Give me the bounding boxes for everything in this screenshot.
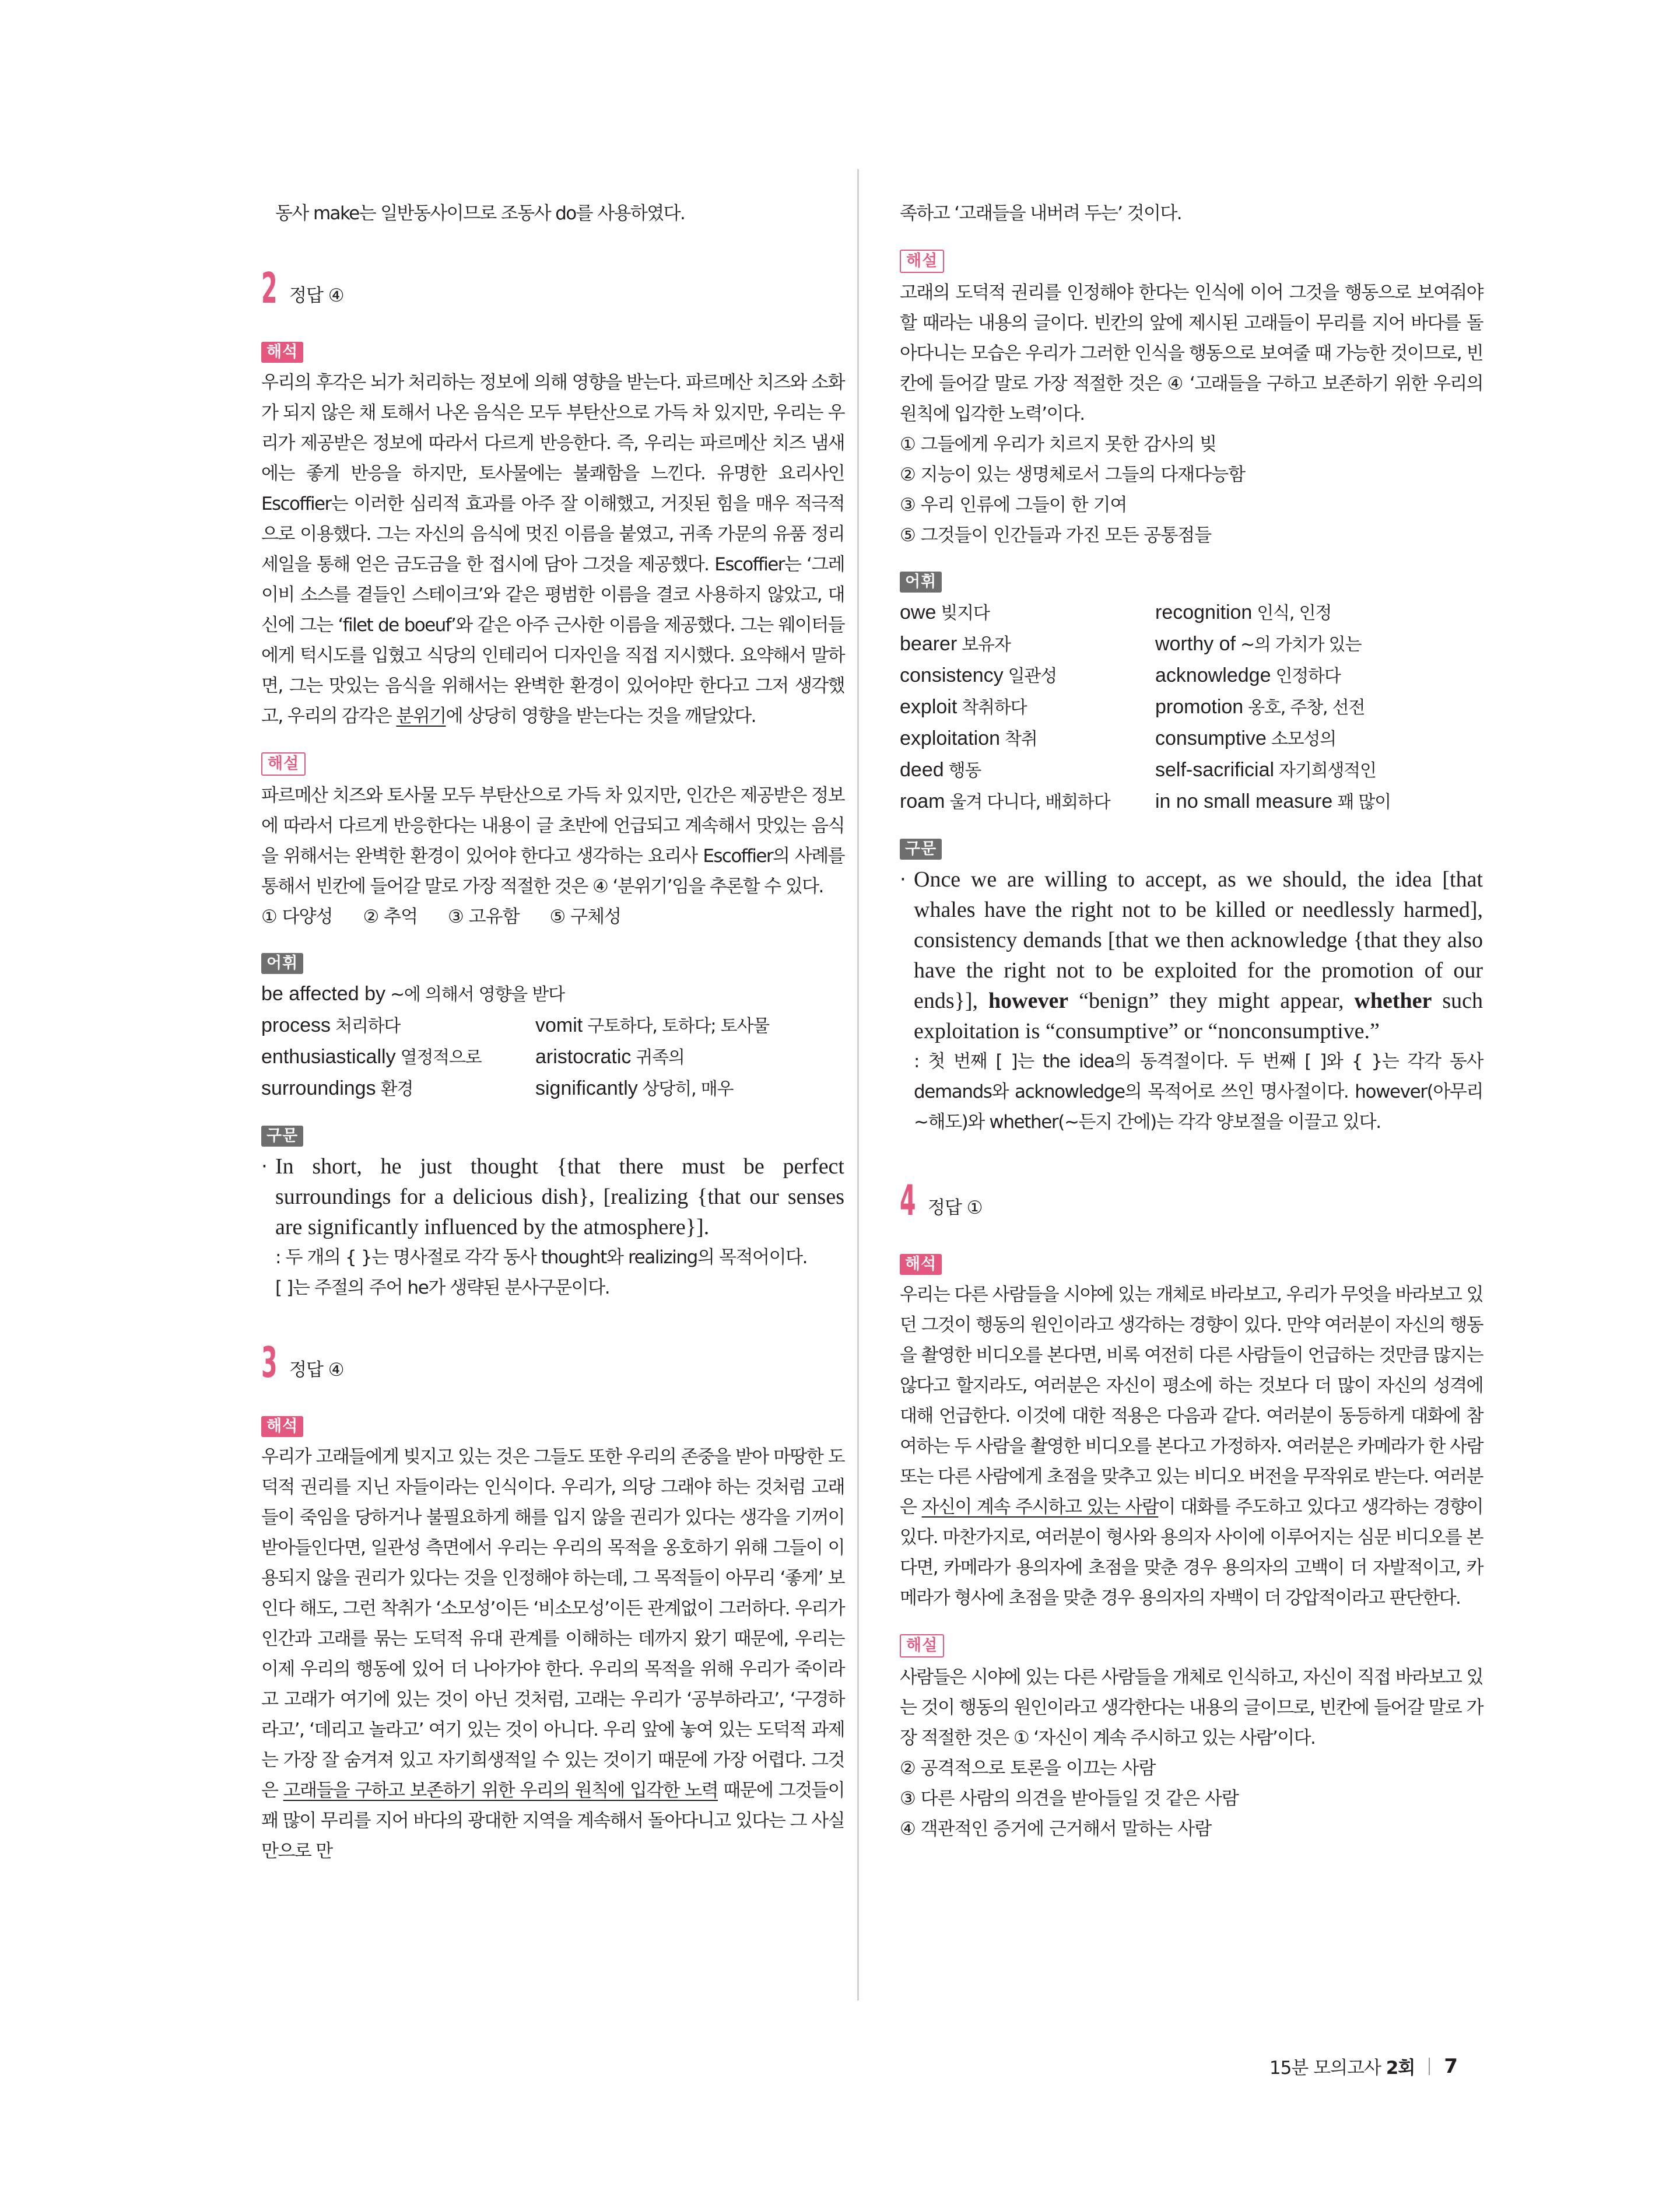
translation-tag: 해석 [261, 1416, 303, 1437]
bullet-mark: · [900, 868, 906, 891]
footer-separator [1429, 2058, 1430, 2075]
translation-tag: 해석 [261, 342, 303, 363]
vocab-item: in no small measure 꽤 많이 [1155, 790, 1391, 812]
syntax-sentence: Once we are willing to accept, as we should, the idea [that whales have the right not to be killed or needlessly harmed], consistency demands [that we then acknowledge {that they also have the right not to be exploited for the promotion of our ends}], however “benign” they might appear, whether such exploitation is “consumptive” or “nonconsumptive.” [914, 867, 1483, 1043]
right-column [900, 198, 1483, 1844]
vocab-item: enthusiastically 열정적으로 [261, 1046, 482, 1068]
translation-tag: 해석 [900, 1254, 942, 1275]
option-item: ③ 다른 사람의 의견을 받아들일 것 같은 사람 [900, 1788, 1239, 1809]
option-item: ⑤ 그것들이 인간들과 가진 모든 공통점들 [900, 525, 1212, 546]
answer-label: 정답 ① [928, 1197, 983, 1218]
page-number: 7 [1444, 2054, 1457, 2078]
question-3-continued [900, 198, 1483, 1137]
series-name: 15분 모의고사 [1269, 2058, 1381, 2079]
intro-note: 동사 make는 일반동사이므로 조동사 do를 사용하였다. [275, 203, 685, 224]
explanation-tag: 해설 [900, 1634, 944, 1658]
translation-text: 우리는 다른 사람들을 시야에 있는 개체로 바라보고, 우리가 무엇을 바라보고 있던 그것이 행동의 원인이라고 생각하는 경향이 있다. 만약 여러분이 자신의 행동을 촬영한 비디오를 본다면, 비록 여전히 다른 사람들이 언급하는 것만큼 많지는 않다고 할지라도, 여러분은 자신이 평소에 하는 것보다 더 많이 자신의 성격에 대해 언급한다. 이것에 대한 적용은 다음과 같다. 여러분이 동등하게 대화에 참여하는 두 사람을 촬영한 비디오를 본다고 가정하자. 여러분은 카메라가 한 사람 또는 다른 사람에게 초점을 맞추고 있는 비디오 버전을 무작위로 받는다. 여러분은 자신이 계속 주시하고 있는 사람이 대화를 주도하고 있다고 생각하는 경향이 있다. 마찬가지로, 여러분이 형사와 용의자 사이에 이루어지는 심문 비디오를 본다면, 카메라가 용의자에 초점을 맞춘 경우 용의자의 고백이 더 자발적이고, 카메라가 형사에 초점을 맞춘 경우 용의자의 자백이 더 강압적이라고 판단한다. [900, 1284, 1483, 1609]
syntax-block [900, 864, 1483, 1137]
vocab-tag: 어휘 [900, 572, 942, 593]
question-3-header [261, 1338, 844, 1387]
vocab-item: exploit 착취하다 [900, 696, 1027, 718]
vocab-item: deed 행동 [900, 759, 981, 781]
bold-keyword: however [988, 989, 1069, 1013]
vocab-item: acknowledge 인정하다 [1155, 664, 1341, 686]
vocab-item: be affected by ~에 의해서 영향을 받다 [261, 983, 564, 1005]
vocab-item: surroundings 환경 [261, 1077, 413, 1099]
syntax-note: : 첫 번째 [ ]는 the idea의 동격절이다. 두 번째 [ ]와 { }는 각각 동사 demands와 acknowledge의 목적어로 쓰인 명사절이다. however(아무리 ~해도)와 whether(~든지 간에)는 각각 양보절을 이끌고 있다. [914, 1051, 1483, 1133]
syntax-tag: 구문 [900, 839, 942, 860]
question-number: 4 [900, 1176, 916, 1225]
vocab-item: consistency 일관성 [900, 664, 1057, 686]
vocab-item: owe 빚지다 [900, 601, 990, 623]
syntax-note: : 두 개의 { }는 명사절로 각각 동사 thought와 realizing의 목적어이다. [275, 1247, 808, 1268]
option-item: ③ 우리 인류에 그들이 한 기여 [900, 495, 1127, 516]
vocab-item: recognition 인식, 인정 [1155, 601, 1332, 623]
vocab-item: vomit 구토하다, 토하다; 토사물 [535, 1014, 769, 1036]
explanation-text: 파르메산 치즈와 토사물 모두 부탄산으로 가득 차 있지만, 인간은 제공받은 정보에 따라서 다르게 반응한다는 내용이 글 초반에 언급되고 계속해서 맛있는 음식을 위해서는 완벽한 환경이 있어야 한다고 생각하는 요리사 Escoffier의 사례를 통해서 빈칸에 들어갈 말로 가장 적절한 것은 ④ ‘분위기’임을 추론할 수 있다. [261, 785, 844, 897]
question-4-header [900, 1176, 1483, 1225]
question-number: 3 [261, 1338, 278, 1387]
blank-underline: 자신이 계속 주시하고 있는 사람 [921, 1497, 1159, 1518]
explanation-tag: 해설 [900, 250, 944, 273]
option-item: ① 그들에게 우리가 치르지 못한 감사의 빚 [900, 434, 1217, 455]
bold-keyword: whether [1354, 989, 1432, 1013]
question-3-section [261, 1338, 844, 1866]
vocab-item: exploitation 착취 [900, 727, 1037, 749]
answer-label: 정답 ④ [289, 285, 344, 306]
question-2-header [261, 264, 844, 313]
left-column [261, 198, 844, 1866]
option-item: ④ 객관적인 증거에 근거해서 말하는 사람 [900, 1818, 1212, 1839]
syntax-note: [ ]는 주절의 주어 he가 생략된 분사구문이다. [275, 1277, 610, 1298]
question-2-section [261, 264, 844, 1303]
syntax-sentence: In short, he just thought {that there must be perfect surroundings for a delicious dish}, [realizing {that our senses are significantly influenced by the atmosphere}]. [275, 1154, 844, 1239]
vocab-item: promotion 옹호, 주창, 선전 [1155, 696, 1365, 718]
explanation-tag: 해설 [261, 752, 306, 776]
choice-item: ② 추억 [363, 906, 418, 927]
vocab-item: significantly 상당히, 매우 [535, 1077, 734, 1099]
choice-item: ① 다양성 [261, 906, 333, 927]
translation-text: 우리의 후각은 뇌가 처리하는 정보에 의해 영향을 받는다. 파르메산 치즈와 소화가 되지 않은 채 토해서 나온 음식은 모두 부탄산으로 가득 차 있지만, 우리는 우리가 제공받은 정보에 따라서 다르게 반응한다. 즉, 우리는 파르메산 치즈 냄새에는 좋게 반응을 하지만, 토사물에는 불쾌함을 느낀다. 유명한 요리사인 Escoffier는 이러한 심리적 효과를 아주 잘 이해했고, 거짓된 힘을 매우 적극적으로 이용했다. 그는 자신의 음식에 멋진 이름을 붙였고, 귀족 가문의 유품 정리 세일을 통해 얻은 금도금을 한 접시에 담아 그것을 제공했다. Escoffier는 ‘그레이비 소스를 곁들인 스테이크’와 같은 평범한 이름을 결코 사용하지 않았고, 대신에 그는 ‘filet de boeuf’와 같은 아주 근사한 이름을 제공했다. 그는 웨이터들에게 턱시도를 입혔고 식당의 인테리어 디자인을 직접 지시했다. 요약해서 말하면, 그는 맛있는 음식을 위해서는 완벽한 환경이 있어야만 한다고 그저 생각했고, 우리의 감각은 분위기에 상당히 영향을 받는다는 것을 깨달았다. [261, 372, 844, 727]
answer-label: 정답 ④ [289, 1359, 344, 1380]
syntax-tag: 구문 [261, 1126, 303, 1147]
vocab-item: worthy of ~의 가치가 있는 [1155, 633, 1362, 655]
question-4-section [900, 1176, 1483, 1844]
option-item: ② 지능이 있는 생명체로서 그들의 다재다능함 [900, 464, 1246, 485]
syntax-block [261, 1151, 844, 1303]
vocab-list [900, 597, 1483, 818]
choice-list [261, 902, 844, 932]
vocab-item: bearer 보유자 [900, 633, 1011, 655]
vocab-item: consumptive 소모성의 [1155, 727, 1336, 749]
question-number: 2 [261, 264, 278, 313]
vocab-item: aristocratic 귀족의 [535, 1046, 685, 1068]
vocab-list [261, 979, 844, 1105]
choice-item: ③ 고유함 [448, 906, 520, 927]
option-item: ② 공격적으로 토론을 이끄는 사람 [900, 1758, 1156, 1779]
blank-underline: 분위기 [396, 706, 446, 727]
translation-text: 우리가 고래들에게 빚지고 있는 것은 그들도 또한 우리의 존중을 받아 마땅한 도덕적 권리를 지닌 자들이라는 인식이다. 우리가, 의당 그래야 하는 것처럼 고래들이 죽임을 당하거나 불필요하게 해를 입지 않을 권리가 있다는 생각을 기꺼이 받아들인다면, 일관성 측면에서 우리는 우리의 목적을 옹호하기 위해 그들이 이용되지 않을 권리가 있다는 것을 인정해야 하는데, 그 목적들이 아무리 ‘좋게’ 보인다 해도, 그런 착취가 ‘소모성’이든 ‘비소모성’이든 관계없이 그러하다. 우리가 인간과 고래를 묶는 도덕적 유대 관계를 이해하는 데까지 왔기 때문에, 우리는 이제 우리의 행동에 있어 더 나아가야 한다. 우리의 목적을 위해 우리가 죽이라고 고래가 여기에 있는 것이 아닌 것처럼, 고래는 우리가 ‘공부하라고’, ‘구경하라고’, ‘데리고 놀라고’ 여기 있는 것이 아니다. 우리 앞에 놓여 있는 도덕적 과제는 가장 잘 숨겨져 있고 자기희생적일 수 있는 것이기 때문에 가장 어렵다. 그것은 고래들을 구하고 보존하기 위한 우리의 원칙에 입각한 노력 때문에 그것들이 꽤 많이 무리를 지어 바다의 광대한 지역을 계속해서 돌아다니고 있다는 그 사실만으로 만 [261, 1446, 844, 1862]
vocab-item: self-sacrificial 자기희생적인 [1155, 759, 1376, 781]
column-divider [857, 169, 859, 2000]
bullet-mark: · [261, 1155, 268, 1178]
explanation-text: 사람들은 시야에 있는 다른 사람들을 개체로 인식하고, 자신이 직접 바라보고 있는 것이 행동의 원인이라고 생각한다는 내용의 글이므로, 빈칸에 들어갈 말로 가장 적절한 것은 ① ‘자신이 계속 주시하고 있는 사람’이다. [900, 1667, 1483, 1749]
explanation-text: 고래의 도덕적 권리를 인정해야 한다는 인식에 이어 그것을 행동으로 보여줘야 할 때라는 내용의 글이다. 빈칸의 앞에 제시된 고래들이 무리를 지어 바다를 돌아다니는 모습은 우리가 그러한 인식을 행동으로 보여줄 때 가능한 것이므로, 빈칸에 들어갈 말로 가장 적절한 것은 ④ ‘고래들을 구하고 보존하기 위한 우리의 원칙에 입각한 노력’이다. [900, 282, 1483, 425]
choice-item: ⑤ 구체성 [549, 906, 621, 927]
vocab-tag: 어휘 [261, 953, 303, 974]
vocab-item: roam 울겨 다니다, 배회하다 [900, 790, 1110, 812]
blank-underline: 고래들을 구하고 보존하기 위한 우리의 원칙에 입각한 노력 [283, 1780, 718, 1801]
page-footer [1269, 2053, 1457, 2079]
translation-continued: 족하고 ‘고래들을 내버려 두는’ 것이다. [900, 203, 1181, 224]
vocab-item: process 처리하다 [261, 1014, 401, 1036]
round-label: 2회 [1386, 2058, 1415, 2079]
